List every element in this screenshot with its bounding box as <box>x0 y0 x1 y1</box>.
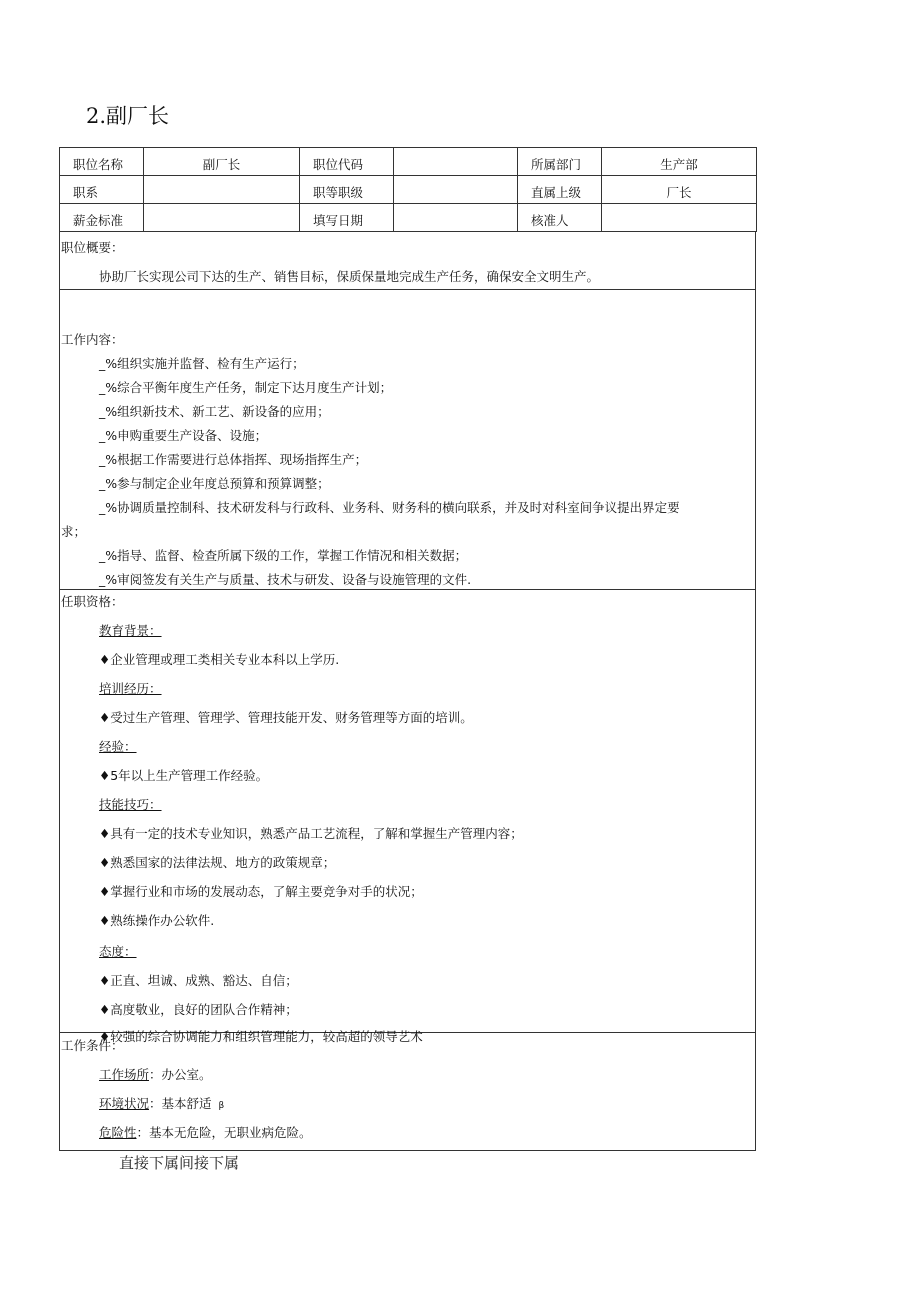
info-row-1 <box>60 148 757 176</box>
attitude-item: ♦高度敬业，良好的团队合作精神； <box>99 1002 298 1017</box>
skill-item: ♦具有一定的技术专业知识，熟悉产品工艺流程，了解和掌握生产管理内容； <box>99 826 523 841</box>
conditions-heading: 工作条件： <box>61 1038 124 1053</box>
label-position-name: 职位名称 <box>60 148 144 176</box>
value-position-name: 副厂长 <box>144 148 300 176</box>
duty-item: _%审阅签发有关生产与质量、技术与研发、设备与设施管理的文件. <box>99 572 472 587</box>
skill-item: ♦熟练操作办公软件. <box>99 913 215 928</box>
overview-text: 协助厂长实现公司下达的生产、销售目标，保质保量地完成生产任务，确保安全文明生产。 <box>99 269 600 284</box>
info-table <box>59 147 757 232</box>
attitude-item-clipped: ♦较强的综合协调能力和组织管理能力，较高超的领导艺术 <box>99 1029 423 1044</box>
duty-item-continued: 求； <box>61 524 87 539</box>
risk-label: 危险性 <box>99 1125 137 1140</box>
skill-item: ♦熟悉国家的法律法规、地方的政策规章； <box>99 855 336 870</box>
label-grade: 职等职级 <box>300 176 394 204</box>
value-position-code <box>394 148 518 176</box>
conditions-section <box>59 1033 756 1151</box>
place-label: 工作场所 <box>99 1067 150 1082</box>
info-row-2 <box>60 176 757 204</box>
condition-environment <box>99 1094 224 1112</box>
overview-heading: 职位概要： <box>61 240 124 255</box>
education-label: 教育背景： <box>99 623 162 638</box>
subordinates-note: 直接下属间接下属 <box>119 1154 240 1172</box>
duties-section <box>59 290 756 590</box>
risk-value: ：基本无危险，无职业病危险。 <box>136 1125 312 1140</box>
page-title: 2.副厂长 <box>86 104 170 128</box>
duty-item: _%组织实施并监督、检有生产运行； <box>99 356 305 371</box>
info-row-3 <box>60 204 757 232</box>
condition-risk <box>99 1123 312 1141</box>
environment-value: ：基本舒适 <box>149 1096 212 1111</box>
environment-label: 环境状况 <box>99 1096 150 1111</box>
label-department: 所属部门 <box>518 148 602 176</box>
label-position-code: 职位代码 <box>300 148 394 176</box>
place-value: ：办公室。 <box>149 1067 212 1082</box>
training-text: ♦受过生产管理、管理学、管理技能开发、财务管理等方面的培训。 <box>99 710 473 725</box>
duty-item: _%指导、监督、检查所属下级的工作，掌握工作情况和相关数据； <box>99 548 468 563</box>
duty-item: _%参与制定企业年度总预算和预算调整； <box>99 476 330 491</box>
qualifications-section <box>59 590 756 1044</box>
duty-item: _%协调质量控制科、技术研发科与行政科、业务科、财务科的横向联系，并及时对科室间争议提出界定要 <box>99 500 680 515</box>
value-job-family <box>144 176 300 204</box>
job-description-form <box>59 147 756 1151</box>
overview-section <box>59 232 756 290</box>
value-fill-date <box>394 204 518 232</box>
environment-mark: β <box>218 1101 225 1111</box>
duties-heading: 工作内容： <box>61 332 124 347</box>
attitude-item: ♦正直、坦诚、成熟、豁达、自信； <box>99 973 298 988</box>
value-supervisor: 厂长 <box>602 176 757 204</box>
education-text: ♦企业管理或理工类相关专业本科以上学历. <box>99 652 340 667</box>
condition-place <box>99 1065 212 1083</box>
training-label: 培训经历： <box>99 681 162 696</box>
skill-item: ♦掌握行业和市场的发展动态，了解主要竞争对手的状况； <box>99 884 423 899</box>
attitude-label: 态度： <box>99 944 137 959</box>
value-department: 生产部 <box>602 148 757 176</box>
label-fill-date: 填写日期 <box>300 204 394 232</box>
label-supervisor: 直属上级 <box>518 176 602 204</box>
skills-label: 技能技巧： <box>99 797 162 812</box>
qualifications-heading: 任职资格： <box>61 594 124 609</box>
experience-text: ♦5年以上生产管理工作经验。 <box>99 768 269 783</box>
duty-item: _%组织新技术、新工艺、新设备的应用； <box>99 404 330 419</box>
label-approver: 核准人 <box>518 204 602 232</box>
value-grade <box>394 176 518 204</box>
duty-item: _%根据工作需要进行总体指挥、现场指挥生产； <box>99 452 368 467</box>
duty-item: _%综合平衡年度生产任务，制定下达月度生产计划； <box>99 380 393 395</box>
value-approver <box>602 204 757 232</box>
experience-label: 经验： <box>99 739 137 754</box>
value-salary <box>144 204 300 232</box>
duty-item: _%申购重要生产设备、设施； <box>99 428 268 443</box>
label-job-family: 职系 <box>60 176 144 204</box>
label-salary: 薪金标准 <box>60 204 144 232</box>
